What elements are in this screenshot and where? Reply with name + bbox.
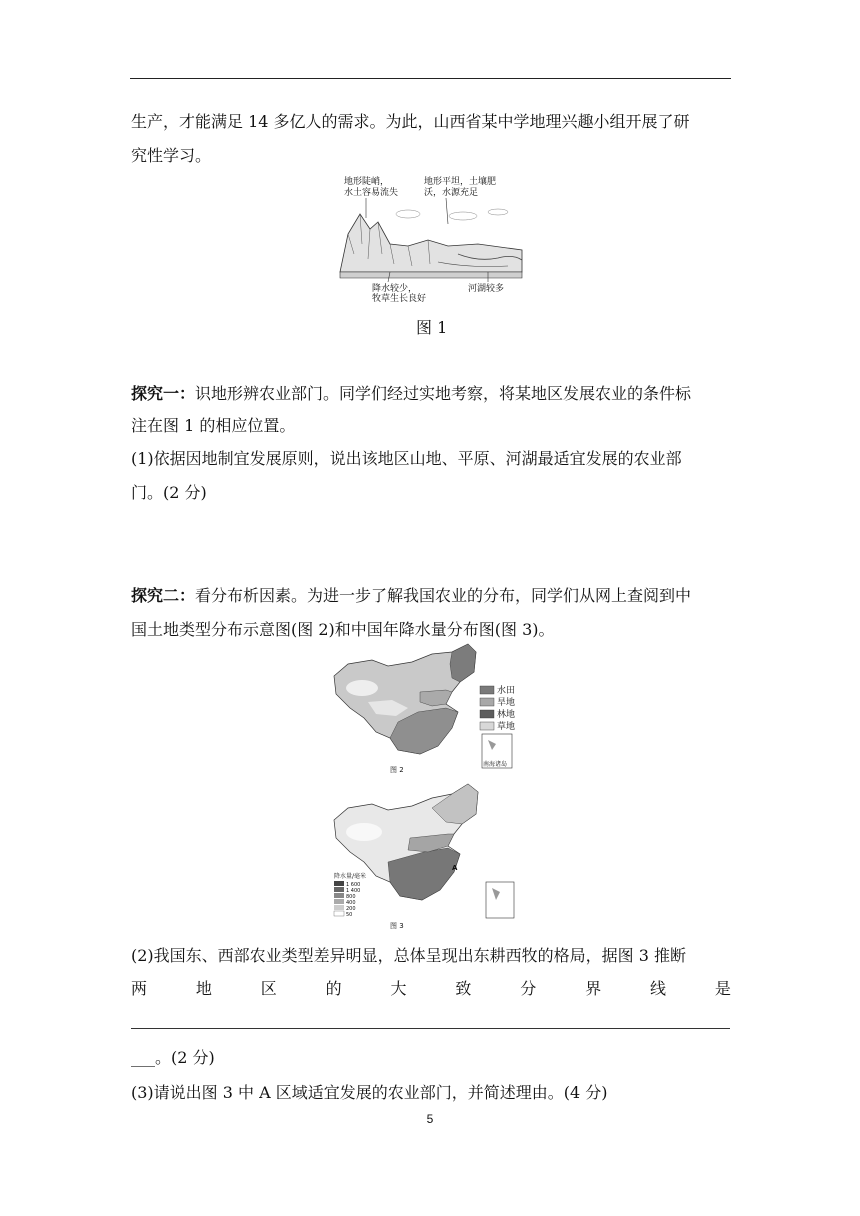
legend-swatch-1400 (334, 887, 344, 892)
answer-blank-line[interactable] (131, 1028, 730, 1029)
legend-swatch-200 (334, 905, 344, 910)
explore2-line-1 (131, 580, 731, 611)
legend-swatch-paddy (480, 686, 494, 694)
q2-char: 是 (714, 979, 731, 998)
q2-char: 区 (260, 979, 277, 998)
explore2-heading: 探究二： (131, 586, 196, 605)
legend-swatch-grassland (480, 722, 494, 730)
explore1-line-1 (131, 378, 731, 409)
fig1-label-top-left-2: 水土容易流失 (344, 188, 399, 198)
explore1-line-2: 注在图 1 的相应位置。 (131, 416, 296, 435)
q2-char: 线 (650, 979, 667, 998)
legend-swatch-50 (334, 911, 344, 916)
legend-value-800: 800 (346, 894, 356, 900)
header-rule (130, 78, 731, 79)
legend-value-200: 200 (346, 906, 356, 912)
legend-label-dryland: 旱地 (497, 698, 516, 708)
legend-swatch-400 (334, 899, 344, 904)
legend-swatch-1600 (334, 881, 344, 886)
figure-2-land-type-map (328, 642, 532, 776)
fig1-label-top-left-1: 地形陡峭， (344, 177, 390, 187)
fig1-label-bottom-left-2: 牧草生长良好 (372, 294, 427, 302)
explore1-heading: 探究一： (131, 384, 196, 403)
legend-value-400: 400 (346, 900, 356, 906)
question-2-line-1: (2)我国东、西部农业类型差异明显，总体呈现出东耕西牧的格局，据图 3 推断 (131, 946, 687, 965)
legend-value-1600: 1 600 (346, 882, 361, 888)
south-sea-inset-3 (486, 882, 514, 918)
legend-swatch-forest (480, 710, 494, 718)
q2-char: 界 (585, 979, 602, 998)
fig1-label-bottom-left-1: 降水较少， (372, 284, 418, 294)
legend-value-1400: 1 400 (346, 888, 361, 894)
legend-title: 降水量/毫米 (334, 873, 367, 880)
intro-line-1: 生产，才能满足 14 多亿人的需求。为此，山西省某中学地理兴趣小组开展了研 (131, 112, 690, 131)
legend-swatch-dryland (480, 698, 494, 706)
region-a-marker: A (452, 864, 458, 872)
legend-label-paddy: 水田 (497, 686, 516, 696)
fig1-label-top-right-2: 沃，水源充足 (424, 188, 479, 198)
figure-1-terrain-illustration (338, 174, 524, 302)
q2-char: 两 (131, 979, 148, 998)
figure-3-caption: 图 3 (390, 922, 404, 930)
legend-label-forest: 林地 (497, 710, 516, 720)
explore2-line-2: 国土地类型分布示意图(图 2)和中国年降水量分布图(图 3)。 (131, 620, 555, 639)
q2-char: 分 (520, 979, 537, 998)
question-2-line-3: ___。(2 分) (131, 1048, 215, 1067)
figure-3-precipitation-map (328, 778, 532, 930)
q2-char: 地 (195, 979, 212, 998)
question-3: (3)请说出图 3 中 A 区域适宜发展的农业部门，并简述理由。(4 分) (131, 1083, 608, 1102)
figure-2-caption: 图 2 (390, 766, 404, 774)
legend-swatch-800 (334, 893, 344, 898)
fig1-label-top-right-1: 地形平坦，土壤肥 (424, 177, 497, 187)
figure-1-caption: 图 1 (416, 318, 448, 337)
q2-char: 致 (455, 979, 472, 998)
legend-label-grassland: 草地 (497, 722, 516, 732)
question-1-line-2: 门。(2 分) (131, 483, 207, 502)
inset-label: 南海诸岛 (483, 761, 508, 768)
question-1-line-1: (1)依据因地制宜发展原则，说出该地区山地、平原、河湖最适宜发展的农业部 (131, 449, 682, 468)
explore1-text-1: 识地形辨农业部门。同学们经过实地考察，将某地区发展农业的条件标 (195, 384, 692, 403)
q2-char: 大 (390, 979, 407, 998)
page-number: 5 (426, 1112, 434, 1126)
question-2-line-2 (131, 973, 731, 1004)
intro-line-2: 究性学习。 (131, 146, 212, 165)
fig1-label-bottom-right: 河湖较多 (468, 284, 505, 294)
legend-value-50: 50 (346, 912, 353, 918)
q2-char: 的 (325, 979, 342, 998)
explore2-text-1: 看分布析因素。为进一步了解我国农业的分布，同学们从网上查阅到中 (195, 586, 692, 605)
